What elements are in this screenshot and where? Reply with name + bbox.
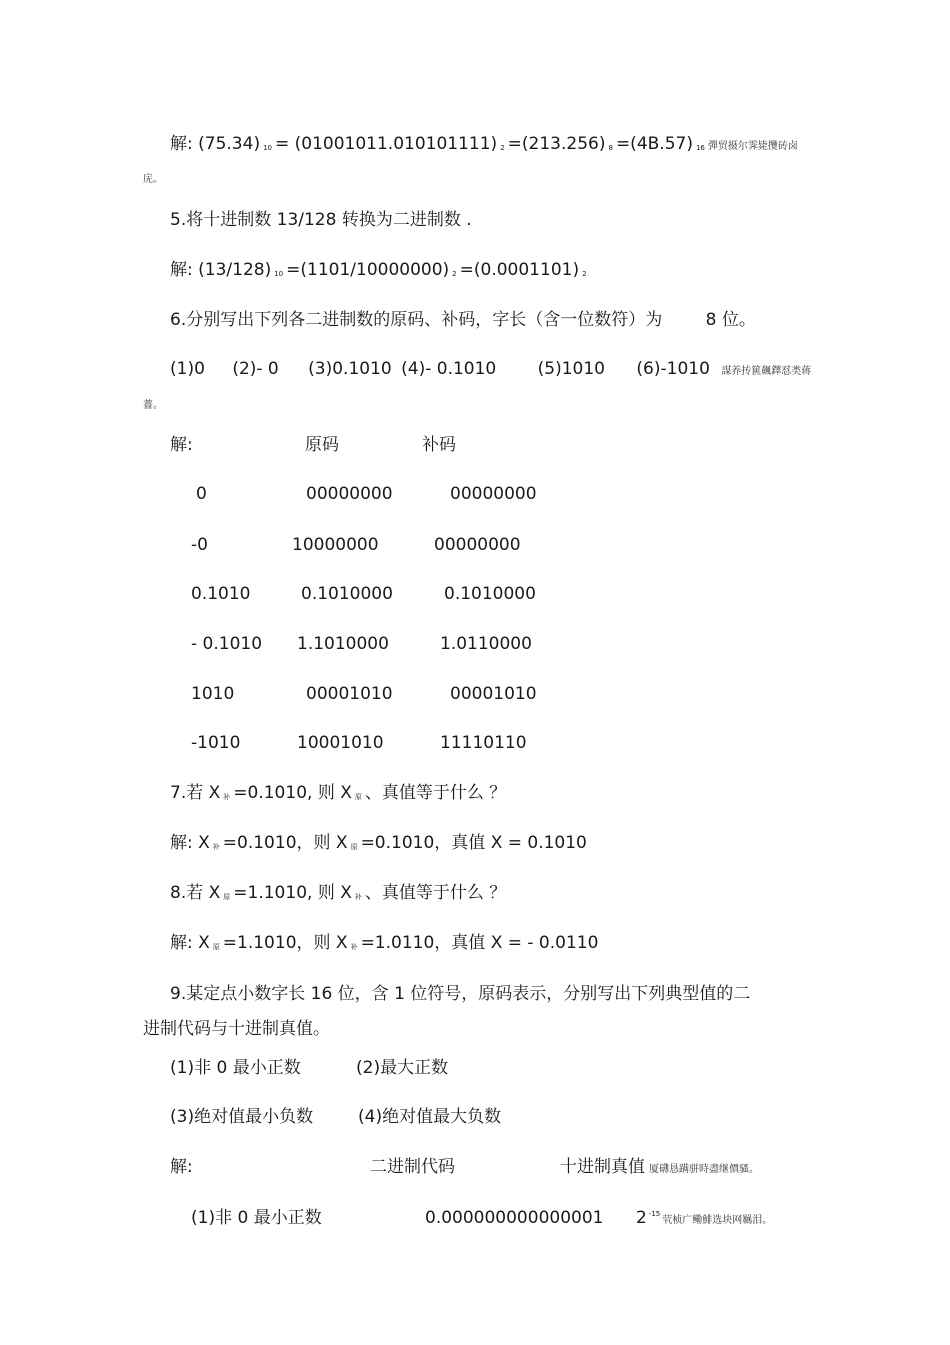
- row-value: -0: [191, 535, 208, 555]
- watermark-noise: 厦礴恳蹒骈時盡继價骚。: [649, 1164, 759, 1175]
- hex-value: =(4B.57): [615, 134, 693, 154]
- bit-length: 8 位。: [705, 310, 756, 330]
- subscript: 2: [500, 144, 505, 152]
- decimal-value: (75.34): [198, 134, 261, 154]
- subscript: 补: [223, 793, 231, 801]
- watermark-noise: 茕桢广鳓鯡选块网羈泪。: [662, 1215, 773, 1226]
- text: =1.1010, 则 X: [233, 883, 352, 903]
- subscript: 8: [608, 144, 613, 152]
- item: (5)1010: [537, 359, 606, 379]
- answer-line-conversion: [170, 133, 798, 158]
- subscript: 补: [350, 943, 358, 951]
- row-sign-magnitude: 00001010: [306, 684, 393, 704]
- header-decimal-value: [560, 1156, 759, 1181]
- row-sign-magnitude: 10000000: [292, 535, 379, 555]
- watermark-noise-cont: 庑。: [143, 174, 163, 185]
- item: (2)- 0: [232, 359, 279, 379]
- answer-label: 解:: [170, 435, 193, 455]
- question-8: [170, 882, 506, 907]
- row-twos-complement: 1.0110000: [440, 634, 532, 654]
- exponent: -15: [648, 1210, 661, 1218]
- watermark-noise: 彈贸摄尔霁毙攬砖卤: [707, 141, 798, 152]
- text: =1.1010，则 X: [222, 933, 348, 953]
- question-9-line2: 进制代码与十进制真值。: [143, 1019, 330, 1039]
- q9-item-3: (3)绝对值最小负数: [170, 1107, 314, 1127]
- header-sign-magnitude: 原码: [305, 435, 339, 455]
- binary-value: =(0.0001101): [459, 260, 580, 280]
- answer-label: 解:: [170, 134, 193, 154]
- row-binary-code: 0.000000000000001: [425, 1208, 604, 1228]
- watermark-noise-cont: 薔。: [143, 400, 163, 411]
- text: 、真值等于什么 ？: [364, 783, 507, 803]
- answer-label: 解:: [170, 260, 193, 280]
- answer-5: [170, 259, 590, 284]
- binary-fraction: =(1101/10000000): [286, 260, 450, 280]
- row-sign-magnitude: 00000000: [306, 484, 393, 504]
- row-value: -1010: [191, 733, 241, 753]
- answer-8: [170, 932, 598, 957]
- header-binary-code: 二进制代码: [370, 1157, 455, 1177]
- row-sign-magnitude: 0.1010000: [301, 584, 393, 604]
- subscript: 10: [263, 144, 272, 152]
- item: (4)- 0.1010: [401, 359, 497, 379]
- text: 8.若 X: [170, 883, 221, 903]
- text: =1.0110，真值 X = - 0.0110: [360, 933, 599, 953]
- row-twos-complement: 00000000: [450, 484, 537, 504]
- subscript: 原: [212, 943, 220, 951]
- question-text: 6.分别写出下列各二进制数的原码、补码，字长（含一位数符）为: [170, 310, 663, 330]
- row-decimal-value: [636, 1207, 772, 1232]
- text: 解: X: [170, 933, 210, 953]
- row-sign-magnitude: 1.1010000: [297, 634, 389, 654]
- answer-label: 解:: [170, 1157, 193, 1177]
- subscript: 原: [354, 793, 362, 801]
- binary-value: = (01001011.010101111): [275, 134, 498, 154]
- item: (3)0.1010: [308, 359, 392, 379]
- question-6: [170, 309, 756, 331]
- text: =0.1010，则 X: [222, 833, 348, 853]
- item: (6)-1010: [636, 359, 710, 379]
- header-text: 十进制真值: [560, 1157, 645, 1177]
- row-twos-complement: 00001010: [450, 684, 537, 704]
- row-value: 0: [196, 484, 207, 504]
- question-9-line1: 9.某定点小数字长 16 位，含 1 位符号，原码表示，分别写出下列典型值的二: [170, 984, 751, 1004]
- row-value: - 0.1010: [191, 634, 263, 654]
- row-sign-magnitude: 10001010: [297, 733, 384, 753]
- subscript: 16: [695, 144, 705, 152]
- subscript: 2: [452, 270, 457, 278]
- row-twos-complement: 0.1010000: [444, 584, 536, 604]
- question-5: 5.将十进制数 13/128 转换为二进制数 .: [170, 210, 472, 230]
- text: =0.1010, 则 X: [233, 783, 352, 803]
- item: (1)0: [170, 359, 205, 379]
- octal-value: =(213.256): [507, 134, 606, 154]
- question-6-items: [170, 358, 811, 383]
- q9-item-1: (1)非 0 最小正数: [170, 1058, 301, 1078]
- text: 、真值等于什么 ？: [364, 883, 507, 903]
- question-7: [170, 782, 506, 807]
- row-value: 0.1010: [191, 584, 251, 604]
- q9-item-4: (4)绝对值最大负数: [358, 1107, 502, 1127]
- subscript: 原: [350, 843, 358, 851]
- decimal-value: (13/128): [198, 260, 272, 280]
- text: 解: X: [170, 833, 210, 853]
- row-twos-complement: 11110110: [440, 733, 527, 753]
- row-twos-complement: 00000000: [434, 535, 521, 555]
- row-value: 1010: [191, 684, 235, 704]
- text: 7.若 X: [170, 783, 221, 803]
- watermark-noise: 謀养抟篋飆鐸怼类蒋: [721, 366, 812, 377]
- subscript: 2: [582, 270, 587, 278]
- base: 2: [636, 1208, 647, 1228]
- q9-item-2: (2)最大正数: [356, 1058, 449, 1078]
- header-twos-complement: 补码: [422, 435, 456, 455]
- row-label: (1)非 0 最小正数: [191, 1208, 322, 1228]
- subscript: 10: [274, 270, 284, 278]
- text: =0.1010，真值 X = 0.1010: [360, 833, 587, 853]
- subscript: 补: [212, 843, 220, 851]
- subscript: 原: [223, 893, 231, 901]
- answer-7: [170, 832, 587, 857]
- subscript: 补: [354, 893, 362, 901]
